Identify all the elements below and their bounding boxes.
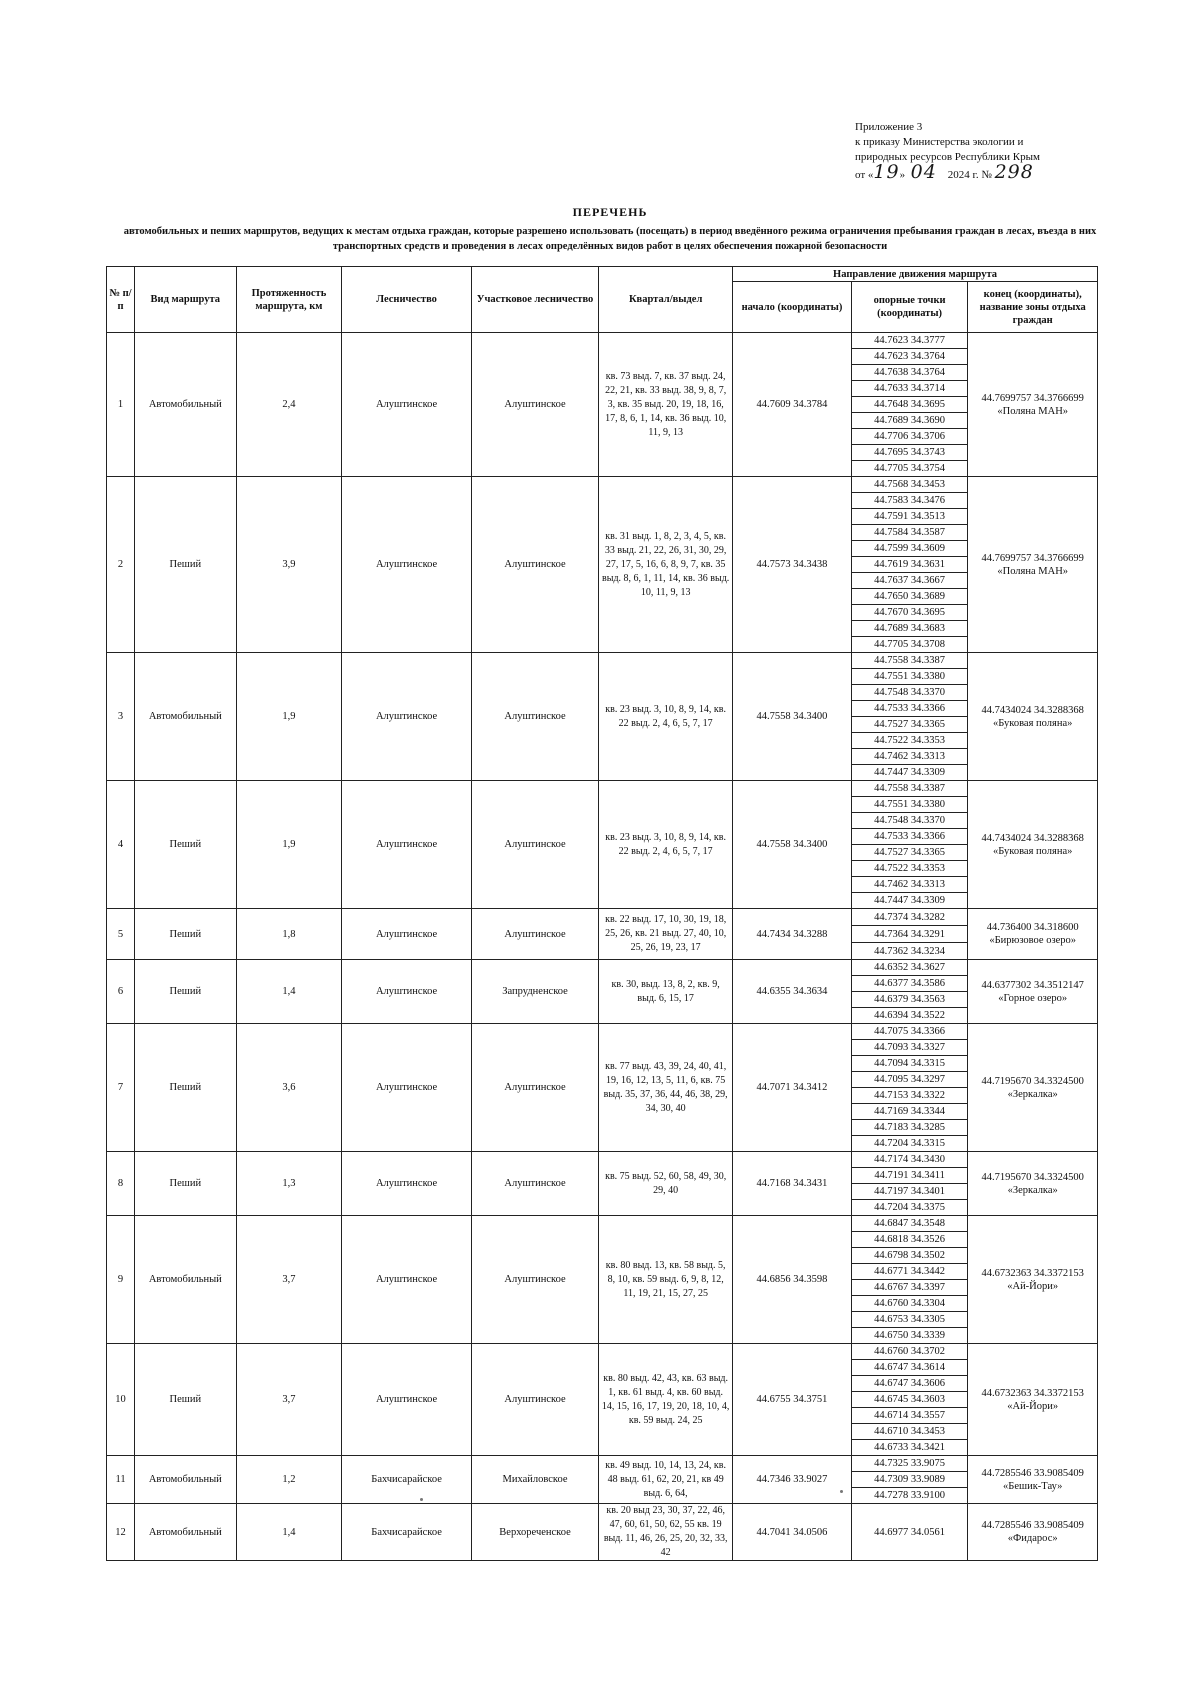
waypoint-cell: 44.7309 33.9089: [851, 1472, 968, 1488]
quarter-cell: кв. 80 выд. 42, 43, кв. 63 выд. 1, кв. 61 выд. 4, кв. 60 выд. 14, 15, 16, 17, 19, 20, 18, 10, 4, кв. 59 выд. 24, 25: [599, 1344, 733, 1456]
row-num-cell: 10: [107, 1344, 135, 1456]
waypoint-cell: 44.7648 34.3695: [851, 397, 968, 413]
header-num: № п/п: [107, 267, 135, 333]
route-type-cell: Пеший: [135, 477, 236, 653]
header-start: начало (координаты): [733, 282, 852, 333]
header-district: Участковое лесничество: [471, 267, 598, 333]
waypoint-cell: 44.6377 34.3586: [851, 976, 968, 992]
start-coord-cell: 44.7558 34.3400: [733, 781, 852, 909]
row-num-cell: 8: [107, 1152, 135, 1216]
route-length-cell: 3,9: [236, 477, 342, 653]
row-num-cell: 7: [107, 1024, 135, 1152]
forestry-cell: Бахчисарайское: [342, 1504, 472, 1561]
waypoint-cell: 44.6818 34.3526: [851, 1232, 968, 1248]
waypoint-cell: 44.7522 34.3353: [851, 733, 968, 749]
district-cell: Верхореченское: [471, 1504, 598, 1561]
end-point-cell: 44.736400 34.318600 «Бирюзовое озеро»: [968, 909, 1098, 960]
waypoint-cell: 44.7183 34.3285: [851, 1120, 968, 1136]
waypoint-cell: 44.6753 34.3305: [851, 1312, 968, 1328]
end-point-cell: 44.7195670 34.3324500 «Зеркалка»: [968, 1152, 1098, 1216]
waypoint-cell: 44.7197 34.3401: [851, 1184, 968, 1200]
end-point-cell: 44.7285546 33.9085409 «Фидарос»: [968, 1504, 1098, 1561]
row-num-cell: 9: [107, 1216, 135, 1344]
table-row: [107, 960, 1098, 976]
route-length-cell: 1,9: [236, 781, 342, 909]
start-coord-cell: 44.7609 34.3784: [733, 333, 852, 477]
waypoint-cell: 44.7094 34.3315: [851, 1056, 968, 1072]
waypoint-cell: 44.7325 33.9075: [851, 1456, 968, 1472]
forestry-cell: Алуштинское: [342, 1152, 472, 1216]
route-type-cell: Автомобильный: [135, 1216, 236, 1344]
waypoint-cell: 44.7278 33.9100: [851, 1488, 968, 1504]
waypoint-cell: 44.7174 34.3430: [851, 1152, 968, 1168]
date-prefix: от «: [855, 169, 874, 181]
waypoint-cell: 44.7374 34.3282: [851, 909, 968, 926]
waypoint-cell: 44.7462 34.3313: [851, 877, 968, 893]
appendix-line-1: Приложение 3: [855, 121, 923, 133]
waypoint-cell: 44.6760 34.3304: [851, 1296, 968, 1312]
route-type-cell: Автомобильный: [135, 1456, 236, 1504]
waypoint-cell: 44.6379 34.3563: [851, 992, 968, 1008]
date-year: 2024 г. №: [947, 169, 992, 181]
start-coord-cell: 44.7168 34.3431: [733, 1152, 852, 1216]
route-type-cell: Пеший: [135, 1152, 236, 1216]
waypoint-cell: 44.7204 34.3315: [851, 1136, 968, 1152]
waypoint-cell: 44.7075 34.3366: [851, 1024, 968, 1040]
start-coord-cell: 44.7573 34.3438: [733, 477, 852, 653]
forestry-cell: Алуштинское: [342, 960, 472, 1024]
document-subtitle: автомобильных и пеших маршрутов, ведущих к местам отдыха граждан, которые разрешено использовать (посещать) в период введённого режима ограничения пребывания граждан в лесах, въезда в них транспортных средств и проведения в лесах определённых видов работ в целях обеспечения пожарной безопасности: [123, 226, 1097, 252]
waypoint-cell: 44.7447 34.3309: [851, 893, 968, 909]
routes-table: [106, 266, 1098, 1561]
appendix-line-3: природных ресурсов Республики Крым: [855, 151, 1040, 163]
waypoint-cell: 44.7533 34.3366: [851, 829, 968, 845]
row-num-cell: 5: [107, 909, 135, 960]
quarter-cell: кв. 80 выд. 13, кв. 58 выд. 5, 8, 10, кв. 59 выд. 6, 9, 8, 12, 11, 19, 21, 15, 27, 25: [599, 1216, 733, 1344]
quarter-cell: кв. 23 выд. 3, 10, 8, 9, 14, кв. 22 выд. 2, 4, 6, 5, 7, 17: [599, 653, 733, 781]
table-row: [107, 1456, 1098, 1472]
table-row: [107, 781, 1098, 797]
district-cell: Запрудненское: [471, 960, 598, 1024]
district-cell: Алуштинское: [471, 477, 598, 653]
waypoint-cell: 44.6847 34.3548: [851, 1216, 968, 1232]
route-type-cell: Пеший: [135, 960, 236, 1024]
waypoint-cell: 44.7619 34.3631: [851, 557, 968, 573]
waypoint-cell: 44.7584 34.3587: [851, 525, 968, 541]
end-point-cell: 44.7285546 33.9085409 «Бешик-Тау»: [968, 1456, 1098, 1504]
table-row: [107, 477, 1098, 493]
quarter-cell: кв. 23 выд. 3, 10, 8, 9, 14, кв. 22 выд. 2, 4, 6, 5, 7, 17: [599, 781, 733, 909]
waypoint-cell: 44.6771 34.3442: [851, 1264, 968, 1280]
quarter-cell: кв. 30, выд. 13, 8, 2, кв. 9, выд. 6, 15, 17: [599, 960, 733, 1024]
row-num-cell: 4: [107, 781, 135, 909]
waypoint-cell: 44.6750 34.3339: [851, 1328, 968, 1344]
start-coord-cell: 44.7558 34.3400: [733, 653, 852, 781]
row-num-cell: 11: [107, 1456, 135, 1504]
waypoint-cell: 44.7533 34.3366: [851, 701, 968, 717]
end-point-cell: 44.7434024 34.3288368 «Буковая поляна»: [968, 653, 1098, 781]
waypoint-cell: 44.7364 34.3291: [851, 926, 968, 943]
route-type-cell: Пеший: [135, 781, 236, 909]
header-points: опорные точки (координаты): [851, 282, 968, 333]
waypoint-cell: 44.7689 34.3690: [851, 413, 968, 429]
route-length-cell: 1,8: [236, 909, 342, 960]
end-point-cell: 44.7699757 34.3766699 «Поляна МАН»: [968, 333, 1098, 477]
handwritten-day: 19: [873, 161, 900, 183]
appendix-line-2: к приказу Министерства экологии и: [855, 136, 1024, 148]
table-row: [107, 333, 1098, 349]
date-mid: »: [899, 169, 906, 181]
forestry-cell: Алуштинское: [342, 653, 472, 781]
start-coord-cell: 44.7346 33.9027: [733, 1456, 852, 1504]
waypoint-cell: 44.6767 34.3397: [851, 1280, 968, 1296]
row-num-cell: 6: [107, 960, 135, 1024]
forestry-cell: Алуштинское: [342, 1216, 472, 1344]
end-point-cell: 44.7195670 34.3324500 «Зеркалка»: [968, 1024, 1098, 1152]
waypoint-cell: 44.7670 34.3695: [851, 605, 968, 621]
quarter-cell: кв. 31 выд. 1, 8, 2, 3, 4, 5, кв. 33 выд. 21, 22, 26, 31, 30, 29, 27, 17, 5, 16, 6, 8, 9, 7, кв. 35 выд. 8, 6, 1, 11, 14, кв. 36 выд. 10, 11, 9, 13: [599, 477, 733, 653]
waypoint-cell: 44.6710 34.3453: [851, 1424, 968, 1440]
end-point-cell: 44.6377302 34.3512147 «Горное озеро»: [968, 960, 1098, 1024]
table-body: [107, 333, 1098, 1561]
quarter-cell: кв. 49 выд. 10, 14, 13, 24, кв. 48 выд. 61, 62, 20, 21, кв 49 выд. 6, 64,: [599, 1456, 733, 1504]
waypoint-cell: 44.7548 34.3370: [851, 813, 968, 829]
route-type-cell: Пеший: [135, 1344, 236, 1456]
table-row: [107, 1024, 1098, 1040]
row-num-cell: 3: [107, 653, 135, 781]
quarter-cell: кв. 75 выд. 52, 60, 58, 49, 30, 29, 40: [599, 1152, 733, 1216]
route-type-cell: Пеший: [135, 909, 236, 960]
waypoint-cell: 44.6394 34.3522: [851, 1008, 968, 1024]
forestry-cell: Алуштинское: [342, 333, 472, 477]
document-title: ПЕРЕЧЕНЬ: [572, 205, 648, 219]
waypoint-cell: 44.7548 34.3370: [851, 685, 968, 701]
waypoint-cell: 44.7551 34.3380: [851, 669, 968, 685]
handwritten-number: 298: [994, 161, 1034, 183]
district-cell: Алуштинское: [471, 1344, 598, 1456]
handwritten-month: 04: [910, 161, 937, 183]
waypoint-cell: 44.6747 34.3606: [851, 1376, 968, 1392]
waypoint-cell: 44.7191 34.3411: [851, 1168, 968, 1184]
district-cell: Алуштинское: [471, 653, 598, 781]
route-length-cell: 3,6: [236, 1024, 342, 1152]
forestry-cell: Алуштинское: [342, 477, 472, 653]
waypoint-cell: 44.7527 34.3365: [851, 717, 968, 733]
waypoint-cell: 44.7623 34.3764: [851, 349, 968, 365]
district-cell: Алуштинское: [471, 1216, 598, 1344]
route-type-cell: Автомобильный: [135, 333, 236, 477]
start-coord-cell: 44.7434 34.3288: [733, 909, 852, 960]
quarter-cell: кв. 20 выд 23, 30, 37, 22, 46, 47, 60, 61, 50, 62, 55 кв. 19 выд. 11, 46, 26, 25, 20, 32, 33, 42: [599, 1504, 733, 1561]
waypoint-cell: 44.7689 34.3683: [851, 621, 968, 637]
forestry-cell: Бахчисарайское: [342, 1456, 472, 1504]
waypoint-cell: 44.7527 34.3365: [851, 845, 968, 861]
waypoint-cell: 44.6977 34.0561: [851, 1504, 968, 1561]
waypoint-cell: 44.7637 34.3667: [851, 573, 968, 589]
district-cell: Алуштинское: [471, 333, 598, 477]
table-row: [107, 1504, 1098, 1561]
waypoint-cell: 44.7558 34.3387: [851, 781, 968, 797]
quarter-cell: кв. 77 выд. 43, 39, 24, 40, 41, 19, 16, 12, 13, 5, 11, 6, кв. 75 выд. 35, 37, 36, 44, 46, 38, 29, 34, 30, 40: [599, 1024, 733, 1152]
header-quarter: Квартал/выдел: [599, 267, 733, 333]
appendix-block: [855, 120, 1175, 183]
waypoint-cell: 44.7568 34.3453: [851, 477, 968, 493]
district-cell: Алуштинское: [471, 781, 598, 909]
start-coord-cell: 44.6355 34.3634: [733, 960, 852, 1024]
table-row: [107, 1216, 1098, 1232]
route-type-cell: Автомобильный: [135, 1504, 236, 1561]
waypoint-cell: 44.7599 34.3609: [851, 541, 968, 557]
waypoint-cell: 44.7706 34.3706: [851, 429, 968, 445]
waypoint-cell: 44.7093 34.3327: [851, 1040, 968, 1056]
route-length-cell: 1,4: [236, 1504, 342, 1561]
route-type-cell: Пеший: [135, 1024, 236, 1152]
waypoint-cell: 44.6745 34.3603: [851, 1392, 968, 1408]
waypoint-cell: 44.7650 34.3689: [851, 589, 968, 605]
header-direction: Направление движения маршрута: [733, 267, 1098, 282]
table-header: [107, 267, 1098, 333]
district-cell: Алуштинское: [471, 1152, 598, 1216]
waypoint-cell: 44.6714 34.3557: [851, 1408, 968, 1424]
waypoint-cell: 44.7522 34.3353: [851, 861, 968, 877]
waypoint-cell: 44.6760 34.3702: [851, 1344, 968, 1360]
end-point-cell: 44.6732363 34.3372153 «Ай-Йори»: [968, 1344, 1098, 1456]
header-type: Вид маршрута: [135, 267, 236, 333]
end-point-cell: 44.7699757 34.3766699 «Поляна МАН»: [968, 477, 1098, 653]
start-coord-cell: 44.7071 34.3412: [733, 1024, 852, 1152]
quarter-cell: кв. 73 выд. 7, кв. 37 выд. 24, 22, 21, кв. 33 выд. 38, 9, 8, 7, 3, кв. 35 выд. 20, 19, 18, 16, 17, 8, 6, 1, 14, кв. 36 выд. 10, 11, 9, 13: [599, 333, 733, 477]
waypoint-cell: 44.7591 34.3513: [851, 509, 968, 525]
waypoint-cell: 44.6747 34.3614: [851, 1360, 968, 1376]
waypoint-cell: 44.7583 34.3476: [851, 493, 968, 509]
header-end: конец (координаты), название зоны отдыха граждан: [968, 282, 1098, 333]
district-cell: Алуштинское: [471, 909, 598, 960]
route-length-cell: 1,2: [236, 1456, 342, 1504]
waypoint-cell: 44.7169 34.3344: [851, 1104, 968, 1120]
waypoint-cell: 44.7447 34.3309: [851, 765, 968, 781]
route-length-cell: 2,4: [236, 333, 342, 477]
row-num-cell: 12: [107, 1504, 135, 1561]
quarter-cell: кв. 22 выд. 17, 10, 30, 19, 18, 25, 26, кв. 21 выд. 27, 40, 10, 25, 26, 19, 23, 17: [599, 909, 733, 960]
route-length-cell: 1,9: [236, 653, 342, 781]
route-length-cell: 1,3: [236, 1152, 342, 1216]
waypoint-cell: 44.6733 34.3421: [851, 1440, 968, 1456]
waypoint-cell: 44.7558 34.3387: [851, 653, 968, 669]
table-row: [107, 1152, 1098, 1168]
waypoint-cell: 44.7705 34.3754: [851, 461, 968, 477]
row-num-cell: 2: [107, 477, 135, 653]
appendix-date-line: [855, 161, 1175, 183]
start-coord-cell: 44.7041 34.0506: [733, 1504, 852, 1561]
row-num-cell: 1: [107, 333, 135, 477]
waypoint-cell: 44.7153 34.3322: [851, 1088, 968, 1104]
start-coord-cell: 44.6856 34.3598: [733, 1216, 852, 1344]
route-length-cell: 1,4: [236, 960, 342, 1024]
waypoint-cell: 44.7623 34.3777: [851, 333, 968, 349]
waypoint-cell: 44.7633 34.3714: [851, 381, 968, 397]
route-length-cell: 3,7: [236, 1216, 342, 1344]
forestry-cell: Алуштинское: [342, 781, 472, 909]
scan-speck: [840, 1490, 843, 1493]
waypoint-cell: 44.6352 34.3627: [851, 960, 968, 976]
waypoint-cell: 44.7705 34.3708: [851, 637, 968, 653]
forestry-cell: Алуштинское: [342, 1024, 472, 1152]
district-cell: Алуштинское: [471, 1024, 598, 1152]
waypoint-cell: 44.7362 34.3234: [851, 943, 968, 960]
table-row: [107, 909, 1098, 926]
end-point-cell: 44.7434024 34.3288368 «Буковая поляна»: [968, 781, 1098, 909]
forestry-cell: Алуштинское: [342, 1344, 472, 1456]
table-row: [107, 1344, 1098, 1360]
waypoint-cell: 44.7638 34.3764: [851, 365, 968, 381]
header-length: Протяженность маршрута, км: [236, 267, 342, 333]
route-type-cell: Автомобильный: [135, 653, 236, 781]
header-forestry: Лесничество: [342, 267, 472, 333]
document-title-block: [110, 205, 1110, 254]
district-cell: Михайловское: [471, 1456, 598, 1504]
start-coord-cell: 44.6755 34.3751: [733, 1344, 852, 1456]
table-row: [107, 653, 1098, 669]
waypoint-cell: 44.7204 34.3375: [851, 1200, 968, 1216]
scan-speck: [420, 1498, 423, 1501]
waypoint-cell: 44.7695 34.3743: [851, 445, 968, 461]
waypoint-cell: 44.7095 34.3297: [851, 1072, 968, 1088]
waypoint-cell: 44.7551 34.3380: [851, 797, 968, 813]
waypoint-cell: 44.6798 34.3502: [851, 1248, 968, 1264]
end-point-cell: 44.6732363 34.3372153 «Ай-Йори»: [968, 1216, 1098, 1344]
forestry-cell: Алуштинское: [342, 909, 472, 960]
route-length-cell: 3,7: [236, 1344, 342, 1456]
waypoint-cell: 44.7462 34.3313: [851, 749, 968, 765]
